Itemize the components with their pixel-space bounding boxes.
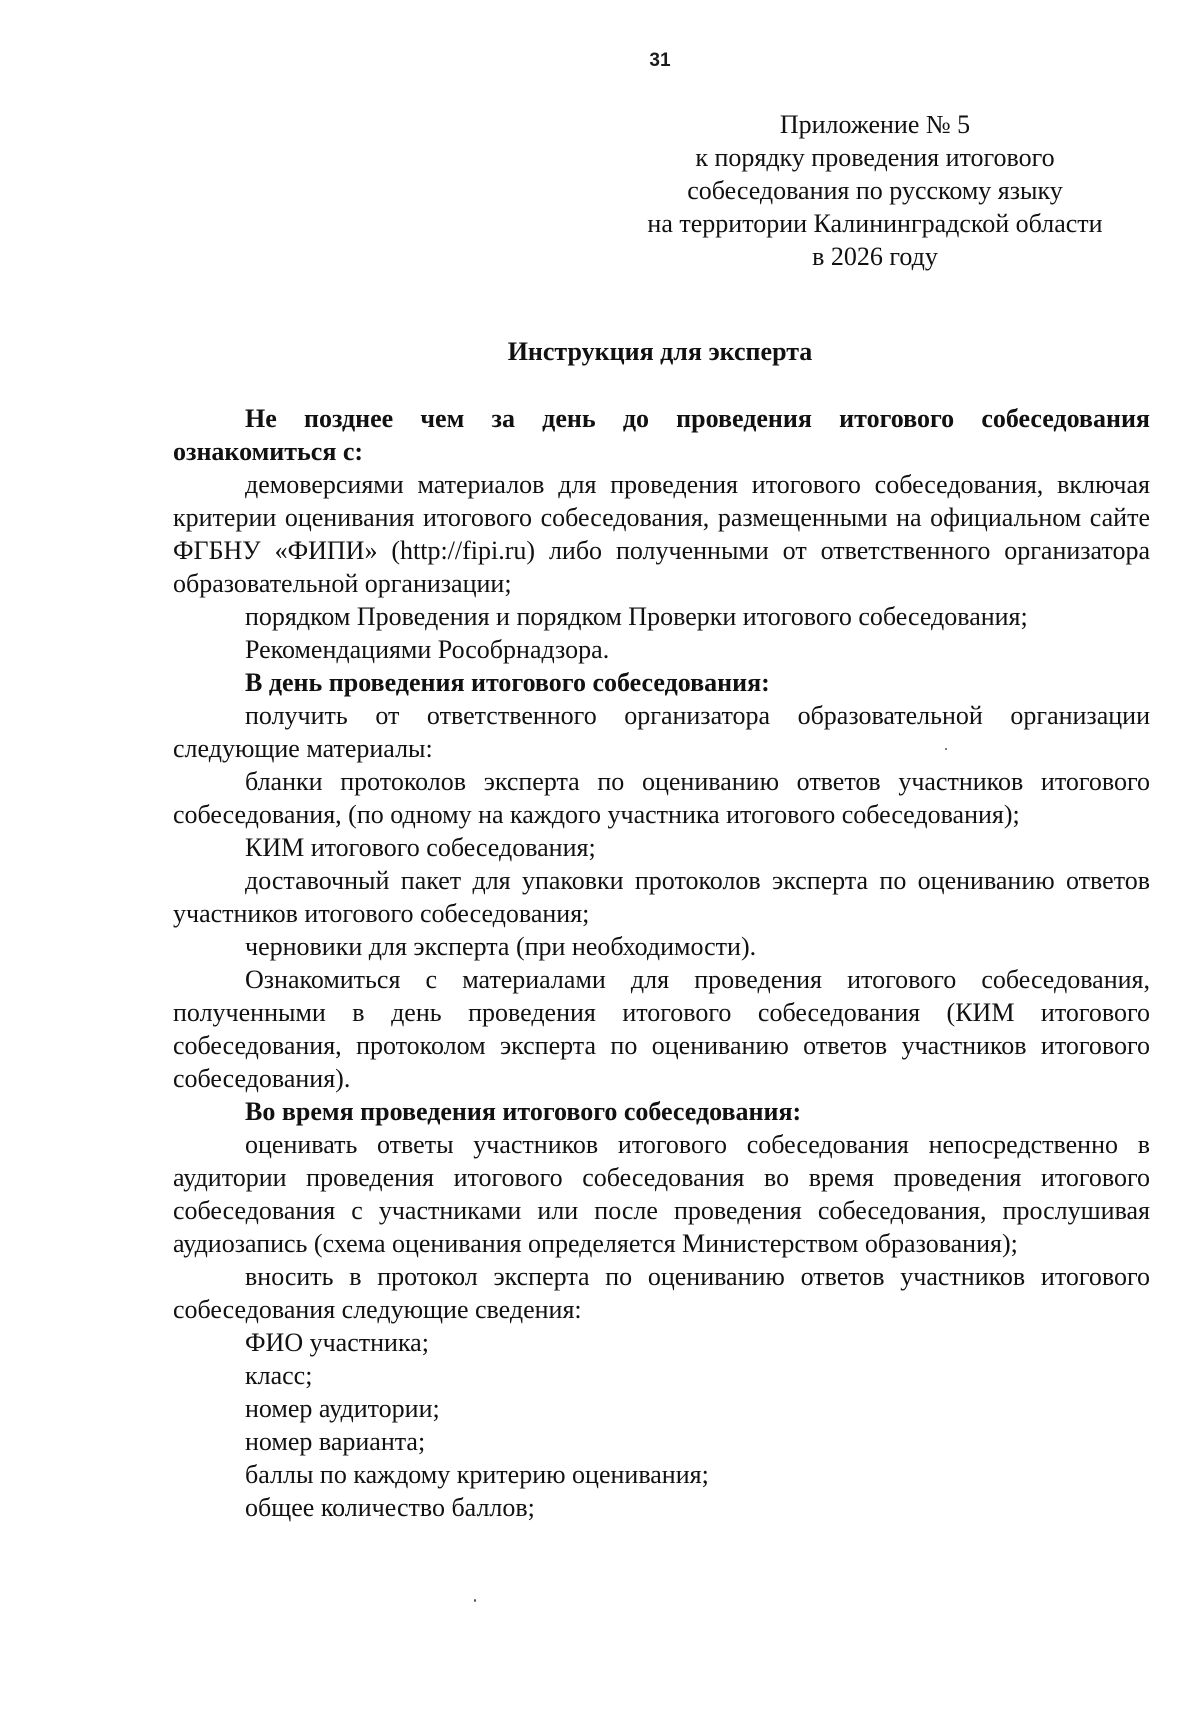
appendix-line: на территории Калининградской области [647, 209, 1103, 238]
paragraph: черновики для эксперта (при необходимости). [245, 932, 757, 961]
appendix-line: в 2026 году [812, 242, 938, 271]
page-number: 31 [649, 50, 671, 71]
section-heading: Не позднее чем за день до проведения итогового собеседования ознакомиться с: [173, 404, 1150, 466]
paragraph: бланки протоколов эксперта по оцениванию ответов участников итогового собеседования, (по одному на каждого участника итогового собеседования); [173, 767, 1150, 829]
paragraph: демоверсиями материалов для проведения итогового собеседования, включая критерии оценивания итогового собеседования, размещенными на официальном сайте ФГБНУ «ФИПИ» (http://fipi.ru) либо полученными от ответственного организатора образовательной организации; [173, 470, 1150, 598]
paragraph: номер аудитории; [245, 1394, 440, 1423]
appendix-line: Приложение № 5 [779, 110, 971, 139]
paragraph: баллы по каждому критерию оценивания; [245, 1460, 709, 1489]
paragraph: класс; [245, 1361, 313, 1390]
paragraph: общее количество баллов; [245, 1493, 535, 1522]
paragraph: порядком Проведения и порядком Проверки итогового собеседования; [245, 602, 1028, 631]
appendix-header [600, 108, 1150, 273]
paragraph: вносить в протокол эксперта по оцениванию ответов участников итогового собеседования следующие сведения: [173, 1262, 1150, 1324]
appendix-line: к порядку проведения итогового [695, 143, 1055, 172]
paragraph: ФИО участника; [245, 1328, 429, 1357]
paragraph: КИМ итогового собеседования; [245, 833, 596, 862]
section-heading: В день проведения итогового собеседования: [245, 668, 770, 697]
paragraph: доставочный пакет для упаковки протоколов эксперта по оцениванию ответов участников итогового собеседования; [173, 866, 1150, 928]
paragraph: номер варианта; [245, 1427, 426, 1456]
document-title: Инструкция для эксперта [507, 337, 813, 366]
document-body [173, 402, 1150, 1524]
paragraph: Рекомендациями Рособрнадзора. [245, 635, 610, 664]
paragraph: Ознакомиться с материалами для проведения итогового собеседования, полученными в день проведения итогового собеседования (КИМ итогового собеседования, протоколом эксперта по оцениванию ответов участников итогового собеседования). [173, 965, 1150, 1093]
paragraph: оценивать ответы участников итогового собеседования непосредственно в аудитории проведения итогового собеседования во время проведения итогового собеседования с участниками или после проведения собеседования, прослушивая аудиозапись (схема оценивания определяется Министерством образования); [173, 1130, 1150, 1258]
paragraph: получить от ответственного организатора образовательной организации следующие материалы: [173, 701, 1150, 763]
appendix-line: собеседования по русскому языку [687, 176, 1063, 205]
section-heading: Во время проведения итогового собеседования: [245, 1097, 802, 1126]
